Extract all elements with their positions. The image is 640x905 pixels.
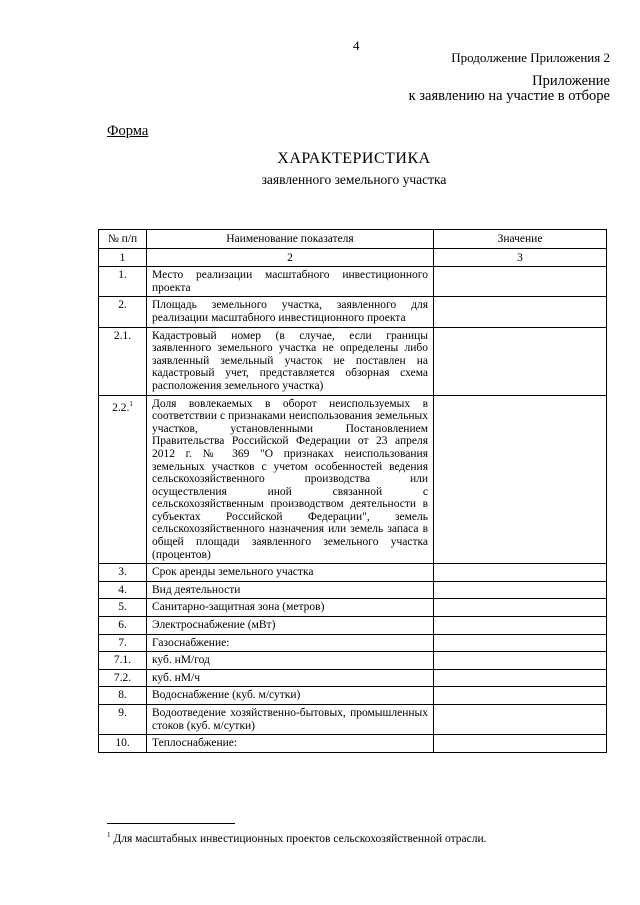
table-row — [99, 669, 607, 687]
indicator-name: Кадастровый номер (в случае, если границы заявленного земельного участка не определены либо заявленный земельный участок не поставлен на кадастровый учет, представляется обзорная схема расположения земельного участка) — [147, 327, 434, 395]
header-indicator-name: Наименование показателя — [147, 230, 434, 249]
page-number: 4 — [353, 38, 360, 53]
row-number: 4. — [118, 583, 127, 596]
appendix-heading — [409, 74, 610, 104]
row-number-cell — [99, 735, 147, 753]
footnote-text: Для масштабных инвестиционных проектов сельскохозяйственной отрасли. — [113, 832, 487, 845]
indicator-value — [434, 634, 607, 652]
row-number: 6. — [118, 619, 127, 632]
indicator-value — [434, 581, 607, 599]
table-row — [99, 735, 607, 753]
row-number-cell — [99, 297, 147, 327]
continuation-note: Продолжение Приложения 2 — [451, 50, 610, 65]
indicator-name: Площадь земельного участка, заявленного для реализации масштабного инвестиционного проекта — [147, 297, 434, 327]
table-row — [99, 599, 607, 617]
indicator-name: Место реализации масштабного инвестиционного проекта — [147, 267, 434, 297]
row-number: 3. — [118, 566, 127, 579]
indicator-value — [434, 327, 607, 395]
footnote-reference: 1 — [129, 399, 133, 408]
indicator-name: Санитарно-защитная зона (метров) — [147, 599, 434, 617]
row-number-cell — [99, 687, 147, 705]
row-number: 7. — [118, 636, 127, 649]
footnote — [107, 831, 486, 845]
indicator-value — [434, 267, 607, 297]
indicator-name: Вид деятельности — [147, 581, 434, 599]
row-number: 2.2. — [112, 401, 130, 414]
row-number-cell — [99, 634, 147, 652]
row-number-cell — [99, 705, 147, 735]
footnote-marker: 1 — [107, 831, 111, 839]
column-number-row — [99, 248, 607, 267]
indicator-value — [434, 705, 607, 735]
row-number: 1. — [118, 269, 127, 282]
appendix-line-2: к заявлению на участие в отборе — [408, 88, 610, 104]
column-number-2: 2 — [147, 248, 434, 267]
indicator-name: Газоснабжение: — [147, 634, 434, 652]
table-row — [99, 327, 607, 395]
row-number-cell — [99, 599, 147, 617]
indicator-value — [434, 652, 607, 670]
indicator-value — [434, 687, 607, 705]
table-row — [99, 297, 607, 327]
table-row — [99, 617, 607, 635]
table-row — [99, 652, 607, 670]
row-number: 9. — [118, 707, 127, 719]
footnote-separator — [107, 823, 235, 824]
table-row — [99, 564, 607, 582]
row-number-cell — [99, 617, 147, 635]
header-value: Значение — [434, 230, 607, 249]
table-row — [99, 395, 607, 564]
row-number-cell — [99, 564, 147, 582]
indicator-name: Срок аренды земельного участка — [147, 564, 434, 582]
row-number: 8. — [118, 689, 127, 702]
row-number-cell — [99, 652, 147, 670]
table-row — [99, 705, 607, 735]
indicator-value — [434, 599, 607, 617]
indicator-name: Доля вовлекаемых в оборот неиспользуемых в соответствии с признаками неиспользования земельных участков, установленными Постановлением Правительства Российской Федерации от 23 апреля 2012 г. № 369 "О признаках неиспользования земельных участков с учетом особенностей ведения сельскохозяйственного производства или осуществления иной связанной с сельскохозяйственным производством деятельности в субъектах Российской Федерации", земель сельскохозяйственного назначения или земель запаса в общей площади заявленного земельного участка (процентов) — [147, 395, 434, 564]
table-row — [99, 267, 607, 297]
indicator-name: Водоотведение хозяйственно-бытовых, промышленных стоков (куб. м/сутки) — [147, 705, 434, 735]
row-number: 5. — [118, 601, 127, 614]
row-number: 7.1. — [113, 654, 132, 667]
indicator-name: Электроснабжение (мВт) — [147, 617, 434, 635]
column-number-1: 1 — [99, 248, 147, 267]
table-row — [99, 634, 607, 652]
row-number-cell — [99, 581, 147, 599]
table-row — [99, 687, 607, 705]
indicator-value — [434, 395, 607, 564]
indicator-value — [434, 564, 607, 582]
appendix-line-1: Приложение — [532, 73, 610, 89]
row-number: 10. — [115, 737, 130, 750]
row-number-cell — [99, 327, 147, 395]
characteristics-table — [98, 229, 607, 753]
indicator-name: куб. нМ/ч — [147, 669, 434, 687]
document-subtitle: заявленного земельного участка — [261, 172, 447, 187]
table-row — [99, 581, 607, 599]
row-number: 7.2. — [113, 671, 132, 684]
indicator-value — [434, 735, 607, 753]
row-number-cell — [99, 395, 147, 564]
row-number-cell — [99, 669, 147, 687]
column-number-3: 3 — [434, 248, 607, 267]
document-title: ХАРАКТЕРИСТИКА — [277, 150, 431, 167]
indicator-name: куб. нМ/год — [147, 652, 434, 670]
indicator-name: Водоснабжение (куб. м/сутки) — [147, 687, 434, 705]
indicator-value — [434, 617, 607, 635]
indicator-value — [434, 297, 607, 327]
indicator-name: Теплоснабжение: — [147, 735, 434, 753]
header-number: № п/п — [99, 230, 147, 249]
row-number: 2.1. — [113, 329, 132, 342]
form-label: Форма — [107, 123, 149, 139]
table-header-row — [99, 230, 607, 249]
row-number: 2. — [118, 299, 127, 312]
row-number-cell — [99, 267, 147, 297]
indicator-value — [434, 669, 607, 687]
